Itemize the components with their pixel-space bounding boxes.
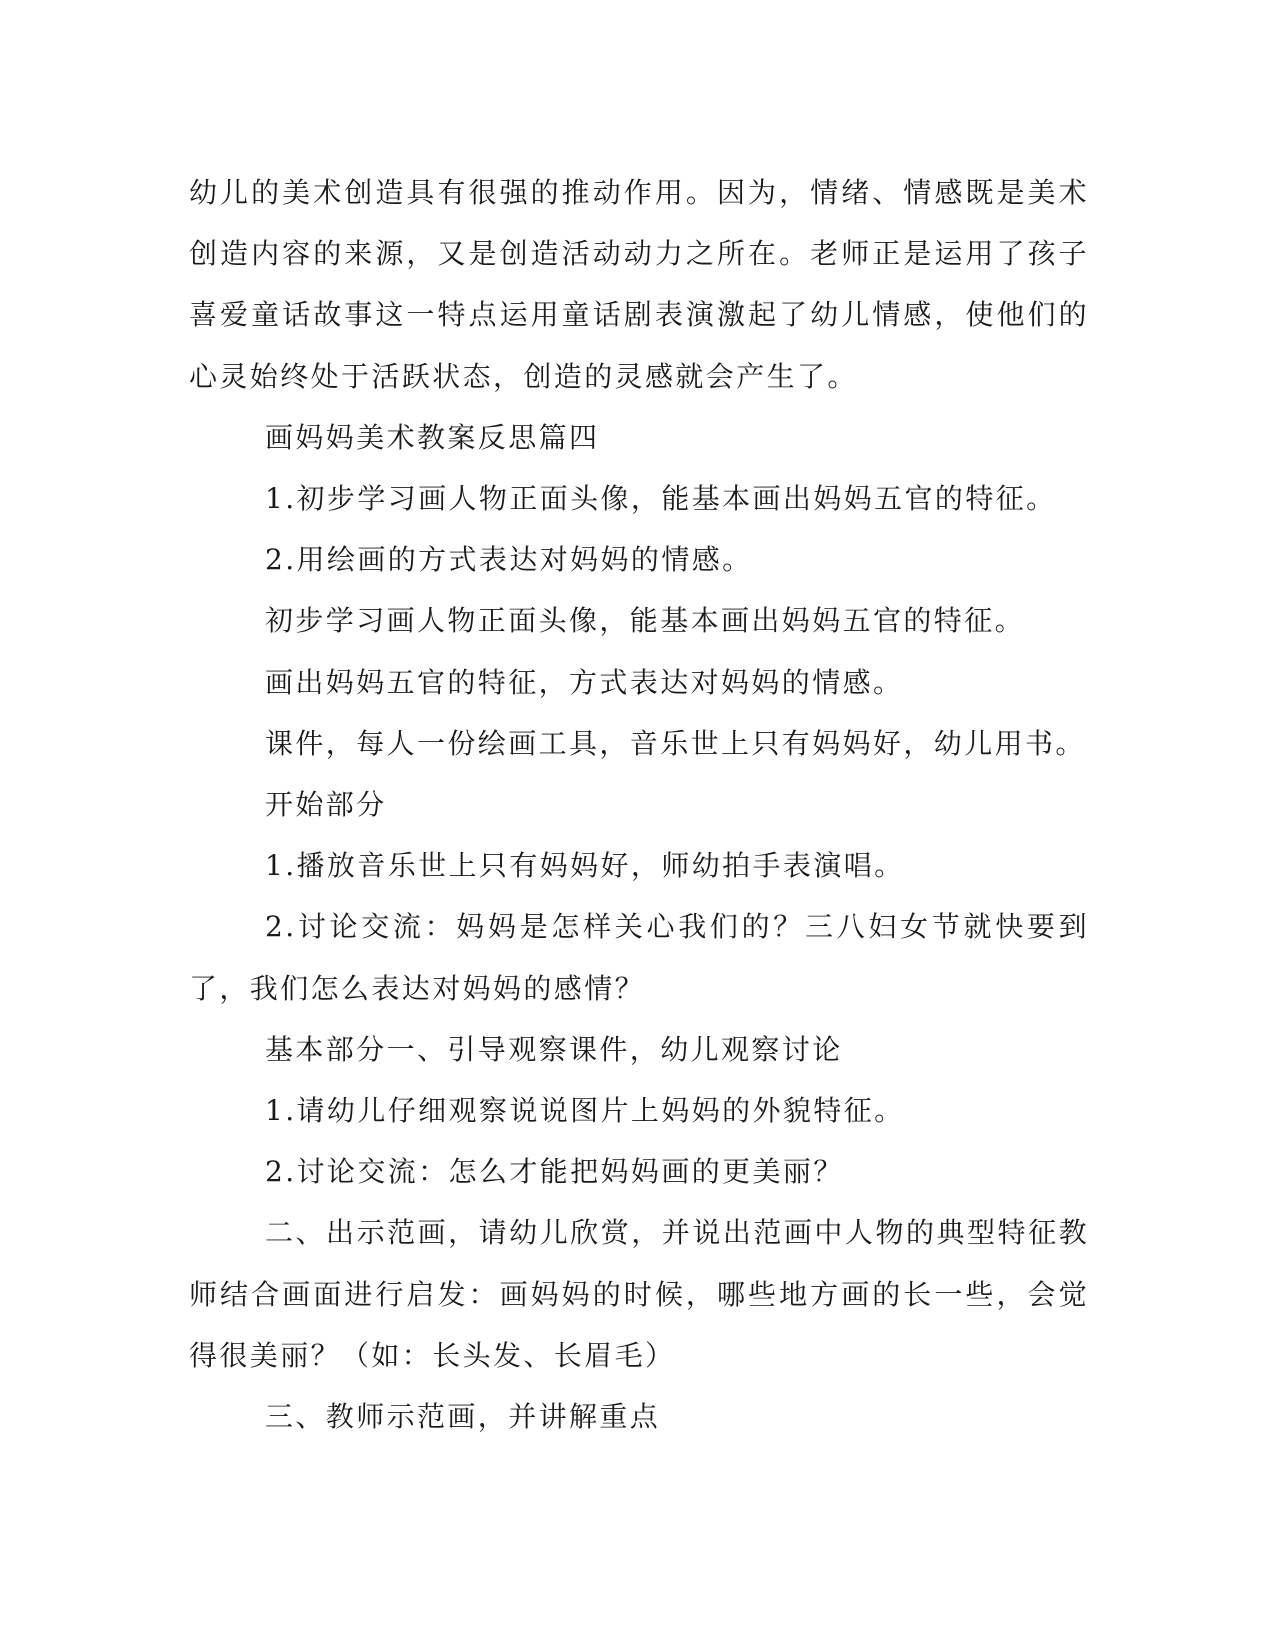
goal-item-1: 1.初步学习画人物正面头像，能基本画出妈妈五官的特征。 [265, 482, 1057, 516]
key-point: 初步学习画人物正面头像，能基本画出妈妈五官的特征。 [265, 604, 1026, 638]
start-step-2: 2.讨论交流：妈妈是怎样关心我们的？三八妇女节就快要到了，我们怎么表达对妈妈的感情？ [189, 910, 1089, 1005]
difficulty-point: 画出妈妈五官的特征，方式表达对妈妈的情感。 [265, 665, 904, 699]
goal-item-2: 2.用绘画的方式表达对妈妈的情感。 [265, 543, 753, 577]
paragraph-continuation: 幼儿的美术创造具有很强的推动作用。因为，情绪、情感既是美术创造内容的来源，又是创造活动动力之所在。老师正是运用了孩子喜爱童话故事这一特点运用童话剧表演激起了幼儿情感，使他们的心灵始终处于活跃状态，创造的灵感就会产生了。 [189, 176, 1089, 393]
start-step-1: 1.播放音乐世上只有妈妈好，师幼拍手表演唱。 [265, 849, 905, 883]
document-page [189, 162, 1089, 1447]
basic-step-1: 1.请幼儿仔细观察说说图片上妈妈的外貌特征。 [265, 1094, 905, 1128]
section-basic: 基本部分一、引导观察课件，幼儿观察讨论 [265, 1032, 843, 1066]
part-three: 三、教师示范画，并讲解重点 [265, 1400, 661, 1434]
part-two: 二、出示范画，请幼儿欣赏，并说出范画中人物的典型特征教师结合画面进行启发：画妈妈的时候，哪些地方画的长一些，会觉得很美丽？（如：长头发、长眉毛） [189, 1216, 1089, 1372]
basic-step-2: 2.讨论交流：怎么才能把妈妈画的更美丽？ [265, 1155, 844, 1189]
materials: 课件，每人一份绘画工具，音乐世上只有妈妈好，幼儿用书。 [265, 726, 1086, 760]
section-heading: 画妈妈美术教案反思篇四 [265, 420, 600, 454]
section-start: 开始部分 [265, 788, 387, 822]
